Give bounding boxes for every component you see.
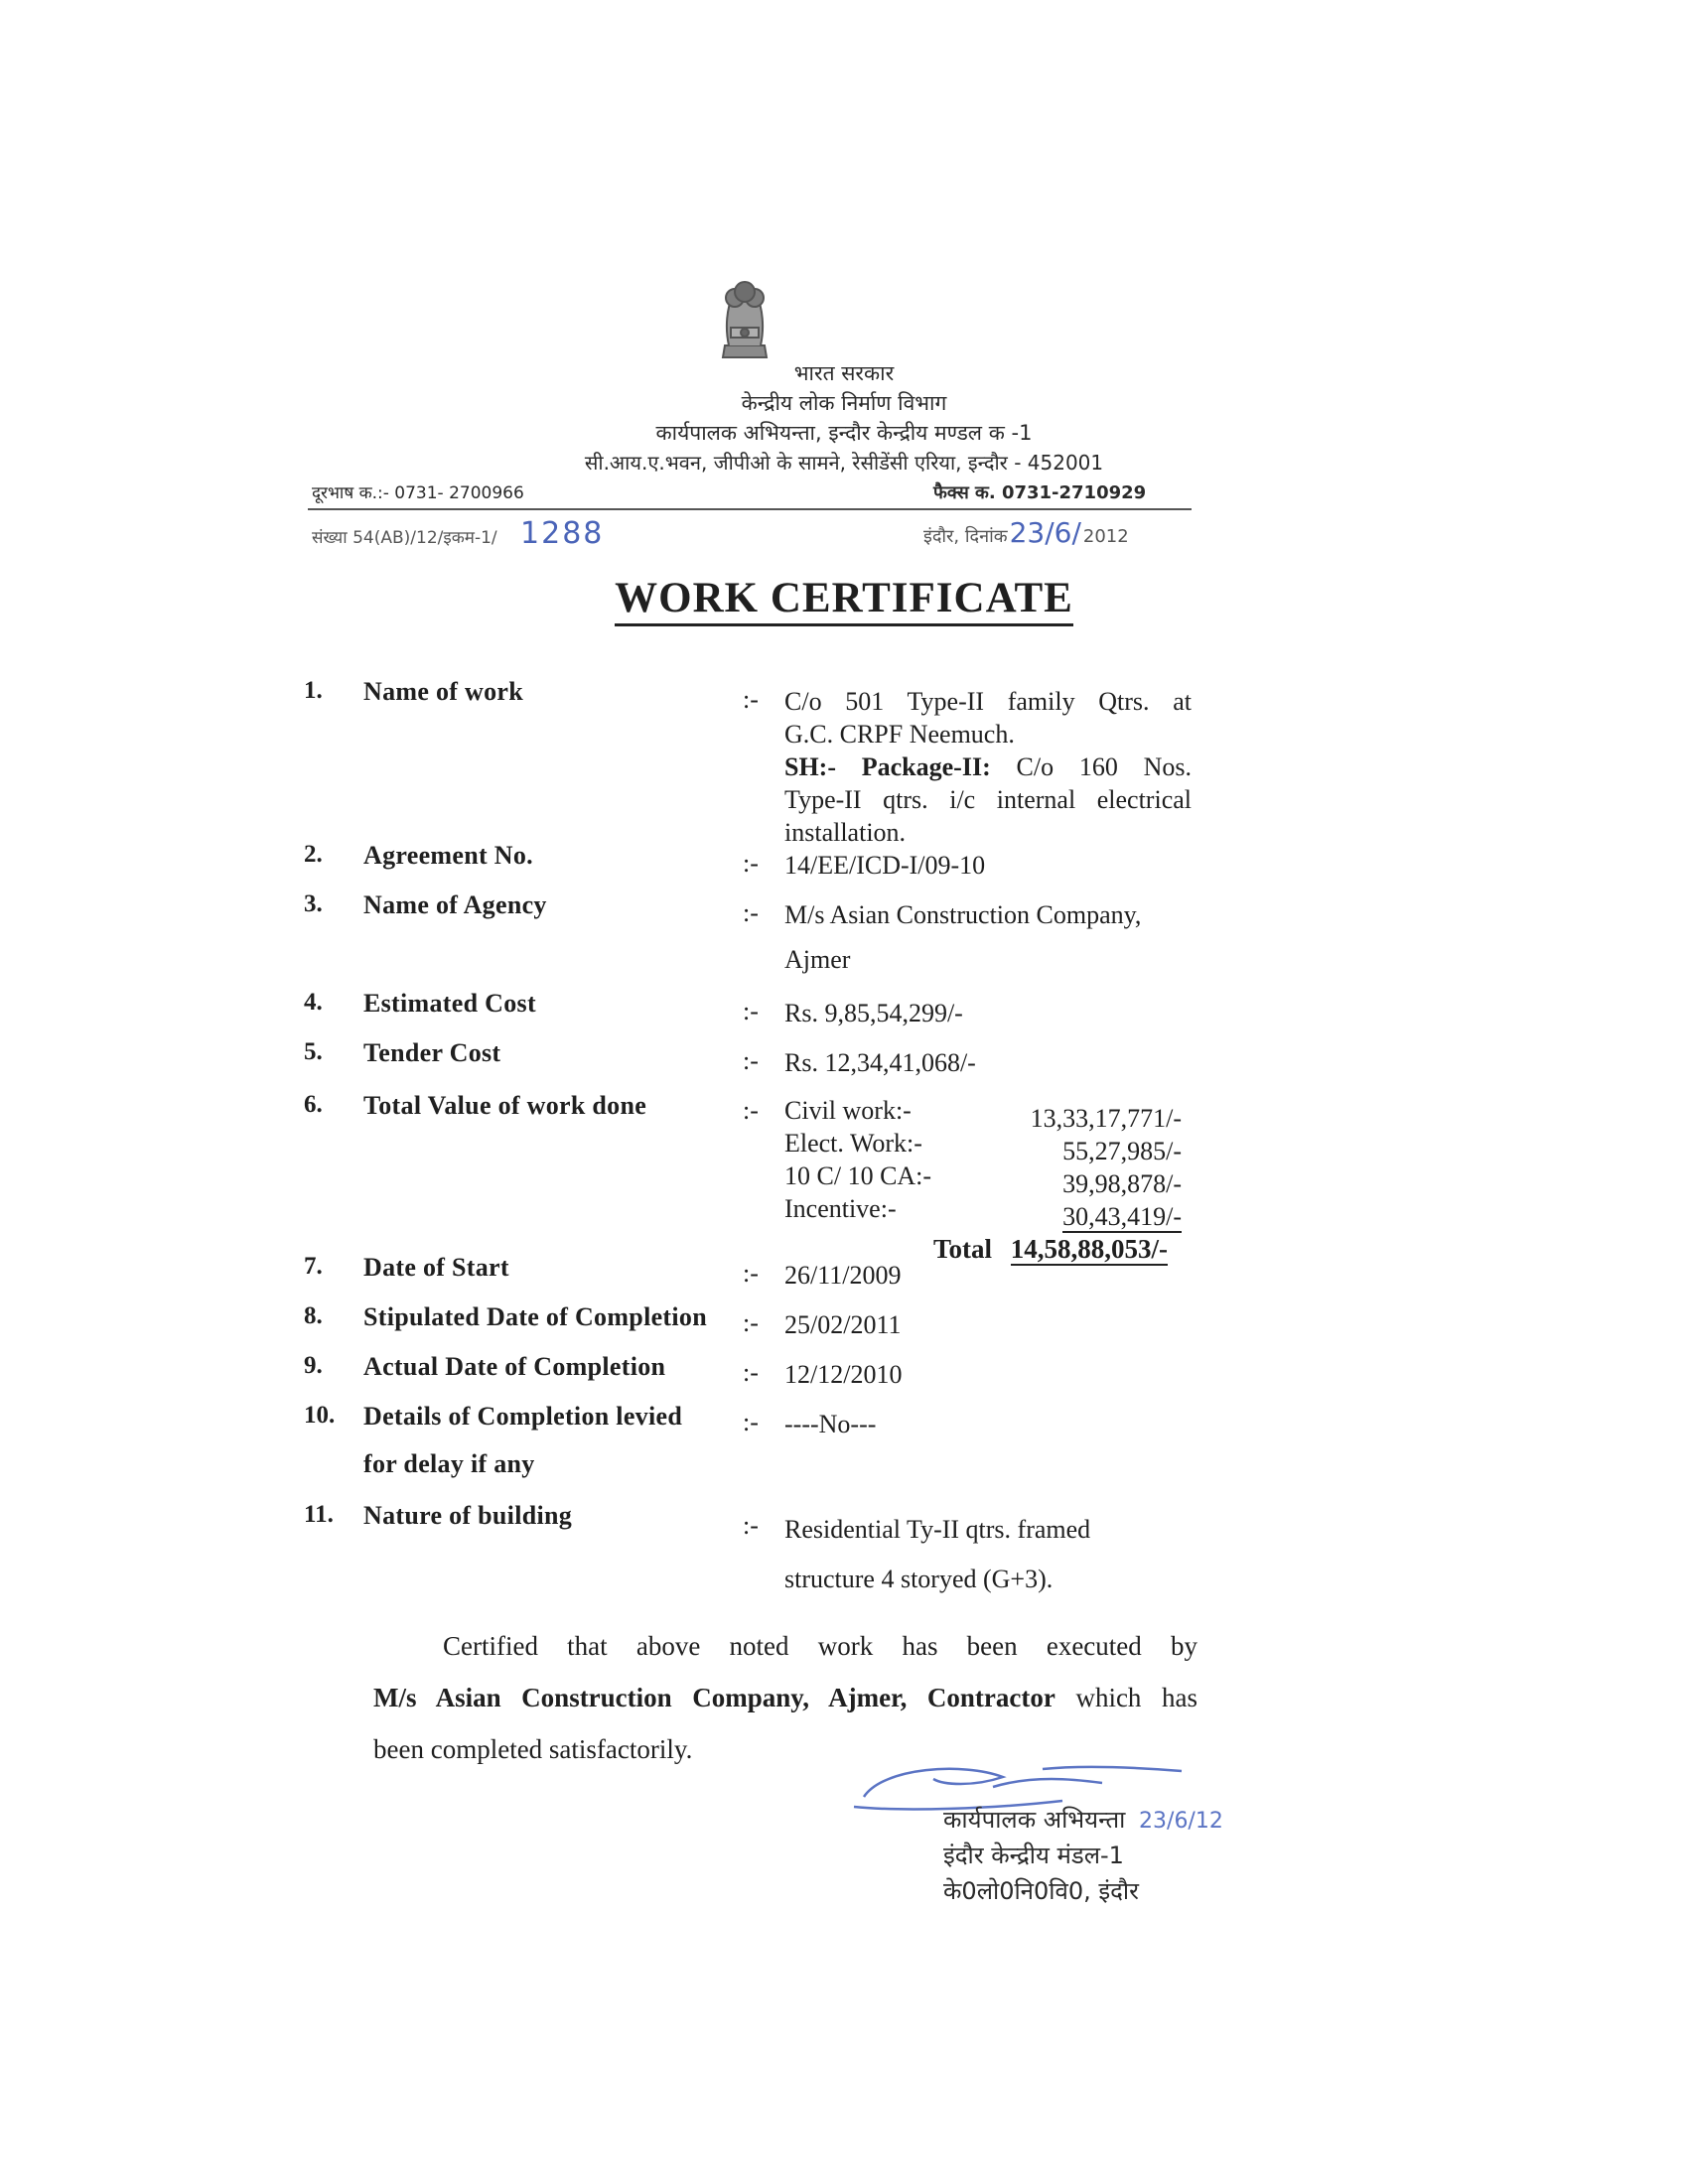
cost-civil-amount: 13,33,17,771/- (1030, 1104, 1182, 1133)
item-10-value: ----No--- (784, 1410, 877, 1438)
item-9-value: 12/12/2010 (784, 1360, 903, 1389)
item-4-separator: :- (743, 997, 759, 1025)
item-6-label: Total Value of work done (363, 1091, 647, 1120)
item-3-separator: :- (743, 898, 759, 927)
cost-total-amount: 14,58,88,053/- (1010, 1234, 1169, 1264)
item-1-label: Name of work (363, 677, 524, 706)
item-7-label: Date of Start (363, 1253, 509, 1282)
item-2-number: 2. (304, 841, 323, 868)
item-10-separator: :- (743, 1408, 759, 1436)
item-10-label-line-2: for delay if any (363, 1449, 535, 1478)
signature-handwritten-date: 23/6/12 (1139, 1809, 1223, 1834)
signatory-designation: कार्यपालक अभियन्ता 23/6/12 (943, 1806, 1223, 1834)
cost-total (933, 1234, 1168, 1265)
item-4-label: Estimated Cost (363, 989, 536, 1018)
item-2-label: Agreement No. (363, 841, 533, 870)
item-10-label: Details of Completion levied (363, 1402, 683, 1431)
letterhead-address: सी.आय.ए.भवन, जीपीओ के सामने, रेसीडेंसी एरिया, इन्दौर - 452001 (584, 451, 1104, 475)
item-9-label: Actual Date of Completion (363, 1352, 666, 1381)
cost-incentive-label: Incentive:- (784, 1194, 897, 1223)
item-11-value-line-2: structure 4 storyed (G+3). (784, 1565, 1054, 1593)
cost-10c-label: 10 C/ 10 CA:- (784, 1161, 932, 1190)
item-2-value: 14/EE/ICD-I/09-10 (784, 851, 986, 880)
item-8-number: 8. (304, 1302, 323, 1329)
item-7-separator: :- (743, 1259, 759, 1288)
item-5-number: 5. (304, 1038, 323, 1065)
cost-10c-amount: 39,98,878/- (1062, 1169, 1182, 1198)
certification-line-3: been completed satisfactorily. (373, 1734, 693, 1764)
cost-civil-label: Civil work:- (784, 1096, 912, 1125)
item-8-separator: :- (743, 1308, 759, 1337)
item-7-number: 7. (304, 1253, 323, 1280)
letterhead-line-1: भारत सरकार (793, 361, 895, 385)
item-7-value: 26/11/2009 (784, 1261, 902, 1290)
item-3-label: Name of Agency (363, 890, 547, 919)
signatory-department: के0लो0नि0वि0, इंदौर (943, 1877, 1139, 1905)
item-1-value: C/o 501 Type-II family Qtrs. at G.C. CRPF Neemuch. SH:- Package-II: C/o 160 Nos. Type-II qtrs. i/c internal electrical installation. (784, 687, 1192, 847)
item-8-value: 25/02/2011 (784, 1310, 902, 1339)
item-3-value-line-2: Ajmer (784, 945, 851, 974)
item-4-number: 4. (304, 989, 323, 1016)
item-9-number: 9. (304, 1352, 323, 1379)
item-11-number: 11. (304, 1501, 334, 1528)
signatory-office: इंदौर केन्द्रीय मंडल-1 (943, 1842, 1124, 1869)
letterhead-line-2: केन्द्रीय लोक निर्माण विभाग (741, 391, 947, 415)
cost-incentive-amount: 30,43,419/- (1062, 1202, 1182, 1231)
letterhead-phone: दूरभाष क.:- 0731- 2700966 (312, 483, 524, 503)
cost-total-label: Total (933, 1234, 993, 1264)
reference-number: संख्या 54(AB)/12/इकम-1/ 1288 (312, 516, 605, 551)
item-4-value: Rs. 9,85,54,299/- (784, 999, 963, 1027)
certification-line-1: Certified that above noted work has been executed by (443, 1631, 1197, 1661)
letterhead-line-3: कार्यपालक अभियन्ता, इन्दौर केन्द्रीय मण्डल क -1 (655, 421, 1033, 445)
letter-date: इंदौर, दिनांक23/6/ 2012 (923, 516, 1129, 549)
item-10-number: 10. (304, 1402, 336, 1429)
date-handwritten: 23/6/ (1009, 516, 1081, 549)
item-11-separator: :- (743, 1511, 759, 1540)
item-3-number: 3. (304, 890, 323, 917)
certification-paragraph (373, 1620, 1197, 1775)
item-9-separator: :- (743, 1358, 759, 1387)
item-11-label: Nature of building (363, 1501, 573, 1530)
letterhead-fax: फैक्स क. 0731-2710929 (933, 482, 1147, 503)
item-5-separator: :- (743, 1046, 759, 1075)
document-title: WORK CERTIFICATE (0, 574, 1688, 622)
letterhead-divider (308, 508, 1192, 510)
item-11-value: Residential Ty-II qtrs. framed (784, 1515, 1091, 1544)
item-8-label: Stipulated Date of Completion (363, 1302, 707, 1331)
item-6-number: 6. (304, 1091, 323, 1118)
item-5-label: Tender Cost (363, 1038, 501, 1067)
item-3-value: M/s Asian Construction Company, (784, 900, 1142, 929)
item-1-number: 1. (304, 677, 323, 704)
cost-electrical-amount: 55,27,985/- (1062, 1137, 1182, 1165)
item-2-separator: :- (743, 849, 759, 878)
item-1-separator: :- (743, 685, 759, 714)
national-emblem-icon (695, 268, 794, 367)
cost-electrical-label: Elect. Work:- (784, 1129, 922, 1158)
reference-handwritten: 1288 (520, 516, 605, 551)
item-6-separator: :- (743, 1096, 759, 1125)
item-5-value: Rs. 12,34,41,068/- (784, 1048, 976, 1077)
certification-line-2: M/s Asian Construction Company, Ajmer, Contractor which has (373, 1683, 1197, 1712)
